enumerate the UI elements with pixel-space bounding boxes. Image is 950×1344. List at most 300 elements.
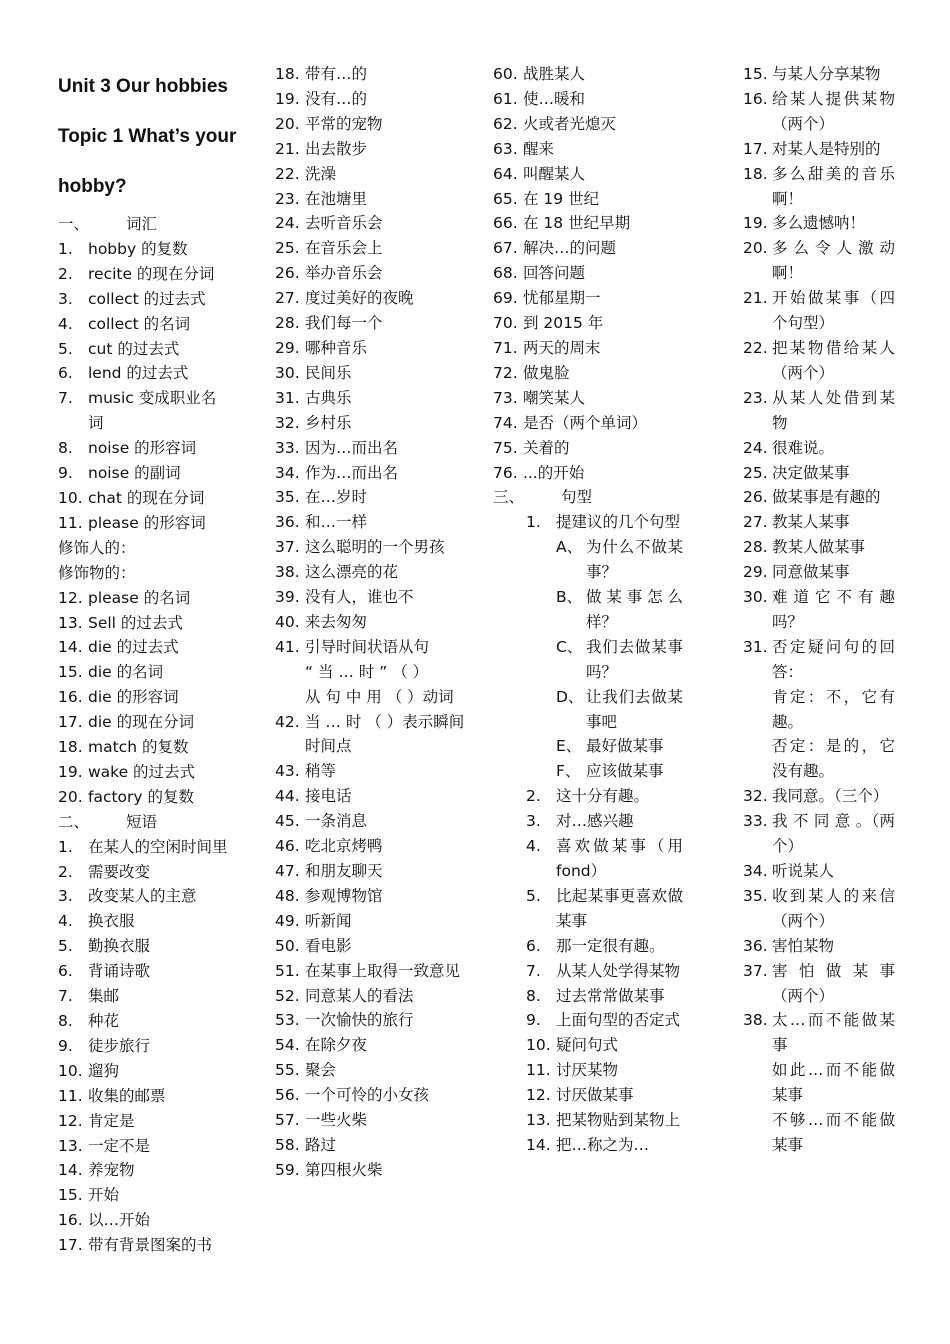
list-item xyxy=(493,984,683,1009)
list-item xyxy=(58,959,248,984)
item-number: 56. xyxy=(275,1086,300,1105)
list-item xyxy=(275,386,465,411)
item-number: 33. xyxy=(743,812,768,831)
item-number: 35. xyxy=(275,488,300,507)
item-number: 12. xyxy=(526,1086,551,1105)
item-text: lend 的过去式 xyxy=(88,364,189,383)
item-number: 13. xyxy=(58,613,83,632)
item-number: C、 xyxy=(556,637,583,656)
item-text: 对…感兴趣 xyxy=(556,812,634,831)
item-number: 49. xyxy=(275,911,300,930)
vocab-note: 修饰人的： xyxy=(58,538,136,557)
list-item xyxy=(275,311,465,336)
item-text: wake 的过去式 xyxy=(88,762,196,781)
section-label: 短语 xyxy=(126,812,158,831)
item-text: 把某物借给某人（两个） xyxy=(772,338,895,382)
list-item xyxy=(275,884,465,909)
item-number: 53. xyxy=(275,1011,300,1030)
item-number: 4. xyxy=(58,912,73,931)
item-text: 最好做某事 xyxy=(586,737,664,756)
item-number: 8. xyxy=(526,986,541,1005)
item-text: noise 的副词 xyxy=(88,464,181,483)
item-number: 27. xyxy=(743,513,768,532)
item-number: 15. xyxy=(58,1186,83,1205)
list-item xyxy=(275,112,465,137)
item-number: 45. xyxy=(275,812,300,831)
list-item xyxy=(493,361,683,386)
item-text: 改变某人的主意 xyxy=(88,887,197,906)
item-number: 10. xyxy=(526,1036,551,1055)
item-number: 34. xyxy=(275,463,300,482)
list-item xyxy=(58,337,248,362)
list-item xyxy=(493,959,683,984)
item-number: 36. xyxy=(743,936,768,955)
item-number: 12. xyxy=(58,588,83,607)
item-number: 18. xyxy=(743,164,768,183)
item-text: 两天的周末 xyxy=(523,338,601,357)
item-number: 23. xyxy=(275,189,300,208)
item-number: 3. xyxy=(58,289,73,308)
section-heading-sentences xyxy=(493,485,683,510)
list-item xyxy=(275,485,465,510)
item-number: 54. xyxy=(275,1036,300,1055)
item-number: 24. xyxy=(275,214,300,233)
item-number: 3. xyxy=(526,812,541,831)
list-item xyxy=(743,485,895,510)
list-item xyxy=(58,287,248,312)
item-number: 29. xyxy=(743,563,768,582)
item-number: 38. xyxy=(275,563,300,582)
list-item xyxy=(58,1109,248,1134)
item-text: 在某人的空闲时间里 xyxy=(88,837,228,856)
list-item xyxy=(58,1009,248,1034)
list-item xyxy=(493,137,683,162)
list-item xyxy=(58,586,248,611)
item-number: 16. xyxy=(58,1211,83,1230)
item-text: 这么漂亮的花 xyxy=(305,563,399,582)
list-item xyxy=(275,436,465,461)
list-item xyxy=(58,611,248,636)
list-item xyxy=(275,1083,465,1108)
item-text: 把某物贴到某物上 xyxy=(556,1111,681,1130)
item-number: 55. xyxy=(275,1061,300,1080)
item-text: 第四根火柴 xyxy=(305,1160,383,1179)
item-number: 4. xyxy=(526,837,541,856)
item-text: 一条消息 xyxy=(305,812,368,831)
item-number: 44. xyxy=(275,787,300,806)
item-number: A、 xyxy=(556,538,583,557)
item-text: 开始做某事（四个句型） xyxy=(772,289,895,333)
list-item xyxy=(743,87,895,137)
item-number: 50. xyxy=(275,936,300,955)
item-number: 1. xyxy=(58,239,73,258)
list-item-sub: 不够…而不能做某事 xyxy=(772,1111,895,1154)
item-number: 22. xyxy=(743,338,768,357)
item-number: 51. xyxy=(275,961,300,980)
item-text: 上面句型的否定式 xyxy=(556,1011,681,1030)
column-1 xyxy=(58,62,248,1258)
item-text: 开始 xyxy=(88,1186,120,1205)
list-item xyxy=(275,1133,465,1158)
list-item xyxy=(275,510,465,535)
list-item xyxy=(58,1183,248,1208)
item-text: 没有…的 xyxy=(305,89,368,108)
item-text: die 的形容词 xyxy=(88,688,179,707)
list-item xyxy=(493,436,683,461)
list-item xyxy=(493,311,683,336)
item-number: 72. xyxy=(493,363,518,382)
item-text: 多么令人激动啊！ xyxy=(772,239,895,283)
item-text: 一些火柴 xyxy=(305,1111,368,1130)
item-number: 5. xyxy=(58,339,73,358)
list-item xyxy=(275,162,465,187)
item-text: 和朋友聊天 xyxy=(305,862,383,880)
item-number: 32. xyxy=(275,413,300,432)
item-text: 收到某人的来信（两个） xyxy=(772,886,895,930)
list-item xyxy=(493,1108,683,1133)
list-item xyxy=(743,336,895,386)
item-text: 应该做某事 xyxy=(586,762,664,781)
list-item xyxy=(743,137,895,162)
topic-title-line1: Topic 1 What’s your xyxy=(58,126,237,147)
column-2 xyxy=(275,62,465,1183)
item-number: 36. xyxy=(275,513,300,532)
item-text: chat 的现在分词 xyxy=(88,488,205,507)
item-number: 46. xyxy=(275,837,300,856)
section-number: 三、 xyxy=(493,488,525,507)
item-text: 讨厌做某事 xyxy=(556,1086,634,1105)
item-number: 67. xyxy=(493,239,518,258)
item-number: 26. xyxy=(275,264,300,283)
item-text: 我们去做某事吗？ xyxy=(586,637,683,681)
list-item xyxy=(275,1033,465,1058)
phrase-list-3 xyxy=(275,759,465,1182)
item-text: 勤换衣服 xyxy=(88,937,151,956)
list-item xyxy=(275,361,465,386)
item-text: 以…开始 xyxy=(88,1211,151,1230)
list-item xyxy=(58,934,248,959)
list-item xyxy=(743,162,895,212)
item-number: 15. xyxy=(743,65,768,83)
item-number: 14. xyxy=(58,638,83,657)
item-text: 比起某事更喜欢做某事 xyxy=(556,886,683,930)
item-text: 度过美好的夜晚 xyxy=(305,289,414,308)
item-number: 21. xyxy=(743,289,768,308)
list-item: 41. 引导时间状语从句 “ 当 … 时 ” （ ） 从 句 中 用 （ ）动词 xyxy=(275,637,454,706)
item-number: 1. xyxy=(58,837,73,856)
item-text: 养宠物 xyxy=(88,1161,135,1180)
item-text: 那一定很有趣。 xyxy=(556,936,665,955)
item-number: 61. xyxy=(493,89,518,108)
item-number: 2. xyxy=(526,787,541,806)
item-number: 20. xyxy=(275,114,300,133)
item-text: 需要改变 xyxy=(88,862,151,881)
item-number: 8. xyxy=(58,439,73,458)
item-number: 8. xyxy=(58,1012,73,1030)
list-item xyxy=(275,187,465,212)
item-text: 火或者光熄灭 xyxy=(523,114,617,133)
sentence-list-2 xyxy=(743,62,895,635)
item-text: 去听音乐会 xyxy=(305,214,383,233)
item-number: 6. xyxy=(58,364,73,383)
item-text: 从某人处学得某物 xyxy=(556,961,681,980)
list-item xyxy=(58,361,248,386)
list-item: 1. 提建议的几个句型 xyxy=(526,513,681,532)
item-text: 过去常常做某事 xyxy=(556,986,665,1005)
unit-title: Unit 3 Our hobbies xyxy=(58,76,228,97)
list-item xyxy=(275,610,465,635)
list-item xyxy=(275,859,465,884)
item-number: 37. xyxy=(275,538,300,557)
list-item xyxy=(743,62,895,87)
list-item xyxy=(58,735,248,760)
item-text: die 的过去式 xyxy=(88,638,179,657)
item-number: B、 xyxy=(556,588,583,607)
item-text: 民间乐 xyxy=(305,363,352,382)
item-text: 到 2015 年 xyxy=(523,314,604,333)
item-text: 很难说。 xyxy=(772,438,835,457)
list-item xyxy=(743,560,895,585)
item-number: 48. xyxy=(275,886,300,905)
list-item xyxy=(58,685,248,710)
list-item xyxy=(58,1208,248,1233)
item-text: 种花 xyxy=(88,1012,120,1030)
list-item xyxy=(743,436,895,461)
item-text: 来去匆匆 xyxy=(305,612,368,631)
item-text: 背诵诗歌 xyxy=(88,962,151,981)
list-item xyxy=(58,860,248,885)
item-number: 10. xyxy=(58,1061,83,1080)
list-item: 31. 否定疑问句的回答： xyxy=(743,637,895,681)
list-item xyxy=(493,685,683,735)
item-text: 让我们去做某事吧 xyxy=(586,687,683,731)
item-number: 3. xyxy=(58,887,73,906)
item-number: 11. xyxy=(58,513,83,532)
item-text: 喜欢做某事（用 fond） xyxy=(556,837,683,880)
item-text: 路过 xyxy=(305,1135,337,1154)
item-number: 40. xyxy=(275,612,300,631)
list-item xyxy=(743,535,895,560)
item-text: 一次愉快的旅行 xyxy=(305,1011,414,1030)
item-text: 吃北京烤鸭 xyxy=(305,837,383,856)
list-item xyxy=(743,859,895,884)
item-text: 出去散步 xyxy=(305,139,368,158)
list-item xyxy=(58,386,248,411)
item-text: 害 怕 做 某 事（两个） xyxy=(772,961,895,1005)
item-text: 肯定是 xyxy=(88,1111,135,1130)
list-item xyxy=(275,959,465,984)
list-item xyxy=(275,1158,465,1183)
list-item xyxy=(58,511,248,536)
item-text: 哪种音乐 xyxy=(305,338,368,357)
item-number: 39. xyxy=(275,588,300,607)
item-number: 11. xyxy=(58,1086,83,1105)
item-text: 做鬼脸 xyxy=(523,363,570,382)
item-text: 关着的 xyxy=(523,438,570,457)
item-text: 洗澡 xyxy=(305,164,337,183)
item-text: die 的名词 xyxy=(88,663,164,682)
list-item xyxy=(58,635,248,660)
phrase-list-1 xyxy=(58,835,248,1258)
item-number: 9. xyxy=(526,1011,541,1030)
list-item xyxy=(58,237,248,262)
list-item xyxy=(275,62,465,87)
item-number: 11. xyxy=(526,1061,551,1080)
item-text: 叫醒某人 xyxy=(523,164,586,183)
vocab-list-2 xyxy=(58,586,248,810)
item-text: 一个可怜的小女孩 xyxy=(305,1086,430,1105)
list-item xyxy=(275,336,465,361)
item-text: 听说某人 xyxy=(772,862,835,880)
item-number: 7. xyxy=(526,961,541,980)
item-text: 难道它不有趣吗？ xyxy=(772,588,895,631)
list-item xyxy=(58,1134,248,1159)
item-number: D、 xyxy=(556,687,584,706)
item-number: 10. xyxy=(58,488,83,507)
item-text: 多么甜美的音乐啊！ xyxy=(772,164,895,208)
item-number: 25. xyxy=(275,239,300,258)
list-item xyxy=(275,809,465,834)
item-text: 和…一样 xyxy=(305,513,368,532)
item-number: 35. xyxy=(743,886,768,905)
list-item xyxy=(58,760,248,785)
section-label: 句型 xyxy=(561,488,593,507)
item-number: 20. xyxy=(58,787,83,806)
list-item xyxy=(493,1033,683,1058)
list-item xyxy=(743,959,895,1009)
item-number: 43. xyxy=(275,762,300,781)
list-item xyxy=(493,784,683,809)
list-item xyxy=(493,1058,683,1083)
item-number: 47. xyxy=(275,862,300,880)
list-item xyxy=(493,535,683,585)
list-item xyxy=(493,1083,683,1108)
item-text: die 的现在分词 xyxy=(88,713,195,732)
list-item xyxy=(275,261,465,286)
item-text: please 的形容词 xyxy=(88,513,206,532)
answer-yes: 肯定：不，它有趣。 xyxy=(772,687,895,731)
phrase-list-4 xyxy=(493,62,683,485)
item-text: 使…暖和 xyxy=(523,89,586,108)
item-number: 25. xyxy=(743,463,768,482)
item-number: 69. xyxy=(493,289,518,308)
item-text: 解决…的问题 xyxy=(523,239,617,258)
item-text: 听新闻 xyxy=(305,911,352,930)
item-number: 17. xyxy=(743,139,768,158)
item-number: 2. xyxy=(58,264,73,283)
item-number: 37. xyxy=(743,961,768,980)
item-number: 4. xyxy=(58,314,73,333)
item-number: 15. xyxy=(58,663,83,682)
vocab-list xyxy=(58,237,248,536)
list-item xyxy=(275,560,465,585)
list-item xyxy=(58,835,248,860)
list-item xyxy=(58,461,248,486)
item-text: 收集的邮票 xyxy=(88,1086,166,1105)
list-item-sub: 如此…而不能做某事 xyxy=(772,1061,895,1105)
list-item xyxy=(58,710,248,735)
item-number: 2. xyxy=(58,862,73,881)
item-text: 在音乐会上 xyxy=(305,239,383,258)
list-item xyxy=(275,1008,465,1033)
list-item xyxy=(743,809,895,859)
list-item xyxy=(493,884,683,934)
list-item xyxy=(275,236,465,261)
list-item xyxy=(743,934,895,959)
item-number: 7. xyxy=(58,389,73,408)
item-number: 26. xyxy=(743,488,768,507)
list-item xyxy=(275,834,465,859)
item-text: 遛狗 xyxy=(88,1061,120,1080)
item-text: 同意做某事 xyxy=(772,563,850,582)
list-item xyxy=(493,386,683,411)
item-number: 12. xyxy=(58,1111,83,1130)
section-label: 词汇 xyxy=(126,215,158,233)
item-text: recite 的现在分词 xyxy=(88,264,215,283)
item-text: 忧郁星期一 xyxy=(523,289,601,308)
list-item xyxy=(493,1008,683,1033)
list-item xyxy=(493,162,683,187)
list-item xyxy=(743,510,895,535)
list-item xyxy=(275,784,465,809)
list-item xyxy=(275,137,465,162)
list-item xyxy=(58,1034,248,1059)
item-text: 多么遗憾呐！ xyxy=(772,214,866,233)
list-item xyxy=(58,660,248,685)
item-text: 给某人提供某物（两个） xyxy=(772,89,895,133)
list-item xyxy=(493,734,683,759)
list-item xyxy=(275,1058,465,1083)
item-number: 59. xyxy=(275,1160,300,1179)
item-text: 因为…而出名 xyxy=(305,438,399,457)
item-text: please 的名词 xyxy=(88,588,191,607)
list-item xyxy=(58,884,248,909)
item-text: 疑问句式 xyxy=(556,1036,619,1055)
item-number: 9. xyxy=(58,464,73,483)
item-number: 32. xyxy=(743,787,768,806)
item-text: 换衣服 xyxy=(88,912,135,931)
list-item xyxy=(493,236,683,261)
topic-title-line2: hobby? xyxy=(58,176,127,197)
list-item xyxy=(493,635,683,685)
list-item xyxy=(493,211,683,236)
list-item xyxy=(743,286,895,336)
list-item xyxy=(58,486,248,511)
section-heading-phrases xyxy=(58,810,248,835)
item-text: 做某事是有趣的 xyxy=(772,488,881,507)
item-number: 23. xyxy=(743,388,768,407)
item-text: hobby 的复数 xyxy=(88,239,188,258)
item-number: 27. xyxy=(275,289,300,308)
item-number: 13. xyxy=(526,1111,551,1130)
answer-no: 否定：是的，它没有趣。 xyxy=(772,737,895,781)
list-item xyxy=(58,984,248,1009)
list-item xyxy=(493,87,683,112)
item-number: 6. xyxy=(58,962,73,981)
item-number: 33. xyxy=(275,438,300,457)
item-number: 18. xyxy=(58,738,83,757)
item-number: 71. xyxy=(493,338,518,357)
item-number: 73. xyxy=(493,388,518,407)
item-number: F、 xyxy=(556,762,581,781)
item-text: 乡村乐 xyxy=(305,413,352,432)
item-text: Sell 的过去式 xyxy=(88,613,183,632)
item-number: 6. xyxy=(526,936,541,955)
list-item xyxy=(275,909,465,934)
item-text: 从某人处借到某物 xyxy=(772,388,895,432)
item-number: 68. xyxy=(493,264,518,283)
list-item xyxy=(275,759,465,784)
